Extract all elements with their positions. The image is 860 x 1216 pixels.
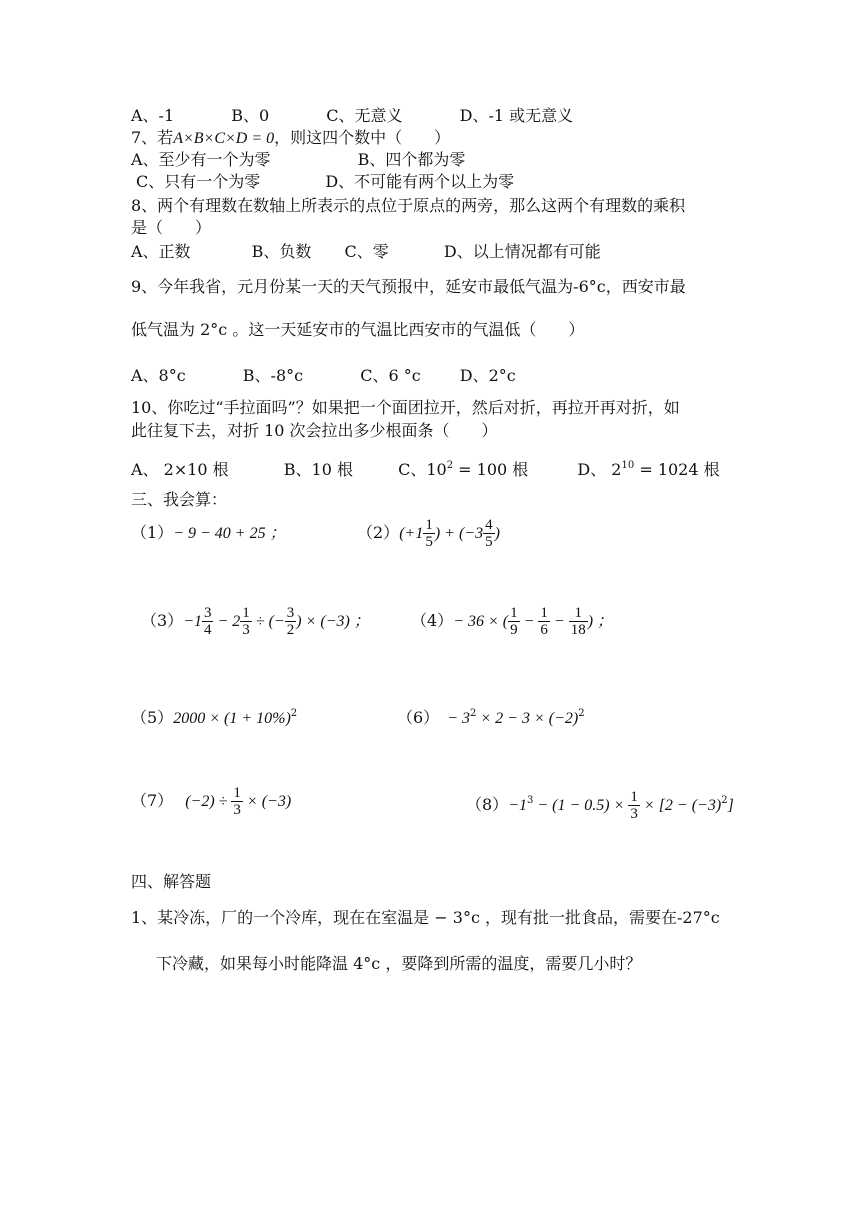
q8-option-d: D、以上情况都有可能 bbox=[443, 242, 601, 261]
q10-option-d: D、 $2^{10} = 1024$ 根 bbox=[577, 460, 720, 479]
q8-options bbox=[131, 242, 601, 262]
q7-stem: 7、若A×B×C×D = 0，则这四个数中（ ） bbox=[131, 128, 451, 147]
q9-option-b: B、-8°c bbox=[242, 366, 304, 385]
q7-option-b: B、四个都为零 bbox=[357, 150, 466, 169]
q6-options bbox=[131, 106, 573, 126]
fraction: $\frac{3}{2}$ bbox=[286, 605, 295, 638]
q7-expression: A×B×C×D = 0 bbox=[173, 130, 275, 147]
q10-option-b: B、10 根 bbox=[283, 460, 353, 479]
q10-stem-line2: 此往复下去，对折 10 次会拉出多少根面条（ ） bbox=[131, 421, 498, 440]
section3-title: 三、我会算： bbox=[131, 490, 228, 509]
problem-1: （1）− 9 − 40 + 25 ； bbox=[131, 523, 286, 542]
q9-options bbox=[131, 366, 516, 386]
q8-option-a: A、正数 bbox=[131, 242, 191, 261]
fraction: $\frac{1}{3}$ bbox=[233, 785, 241, 818]
fraction: $\frac{1}{3}$ bbox=[630, 789, 638, 822]
q9-option-d: D、2°c bbox=[459, 366, 516, 385]
problem-7: （7） (−2) ÷ $\frac{1}{3}$ × (−3) bbox=[131, 785, 292, 818]
q7-options-row2 bbox=[136, 172, 514, 192]
q9-option-c: C、6 °c bbox=[360, 366, 421, 385]
problem-4: （4）− 36 × ( $\frac{1}{9}$ − $\frac{1}{6}$ − $\frac{1}{18}$ ) ； bbox=[411, 605, 614, 638]
q7-options-row1 bbox=[131, 150, 465, 170]
section4-q1-line2: 下冷藏，如果每小时能降温 4°c ，要降到所需的温度，需要几小时？ bbox=[156, 954, 642, 973]
fraction: $\frac{3}{4}$ bbox=[203, 605, 212, 638]
fraction: $\frac{1}{18}$ bbox=[570, 605, 586, 638]
fraction: $\frac{1}{9}$ bbox=[510, 605, 518, 638]
q7-option-d: D、不可能有两个以上为零 bbox=[325, 172, 515, 191]
problem-5: $(5)2000 \times (1 + 10\%)^2$ bbox=[131, 708, 298, 727]
q8-option-b: B、负数 bbox=[251, 242, 312, 261]
q6-option-d: D、-1 或无意义 bbox=[459, 106, 574, 125]
section4-q1-line1: 1、某冷冻，厂的一个冷库，现在在室温是 − 3°c ，现有批一批食品，需要在-27°c bbox=[131, 908, 720, 927]
q10-options bbox=[131, 456, 720, 480]
q6-option-b: B、0 bbox=[231, 106, 270, 125]
problem-6: $(6) - 3^2 \times 2 - 3 \times (-2)^2$ bbox=[397, 708, 585, 727]
section4-title: 四、解答题 bbox=[131, 872, 212, 891]
q6-option-c: C、无意义 bbox=[326, 106, 403, 125]
q8-option-c: C、零 bbox=[344, 242, 389, 261]
q9-stem-line1: 9、今年我省，元月份某一天的天气预报中，延安市最低气温为-6°c，西安市最 bbox=[131, 277, 686, 296]
fraction: $\frac{4}{5}$ bbox=[485, 517, 493, 550]
q8-stem-line1: 8、两个有理数在数轴上所表示的点位于原点的两旁，那么这两个有理数的乘积 bbox=[131, 196, 686, 215]
q8-stem-line2: 是（ ） bbox=[131, 218, 212, 237]
fraction: $\frac{1}{5}$ bbox=[425, 517, 433, 550]
q9-option-a: A、8°c bbox=[131, 366, 186, 385]
q9-stem-line2: 低气温为 2°c 。这一天延安市的气温比西安市的气温低（ ） bbox=[131, 320, 585, 339]
problem-3: （3）−1 $\frac{3}{4}$ − 2 $\frac{1}{3}$ ÷ (− $\frac{3}{2}$ ) × (−3) ； bbox=[141, 605, 370, 638]
q7-option-c: C、只有一个为零 bbox=[136, 172, 261, 191]
q10-option-c: C、$10^2 = 100$ 根 bbox=[398, 460, 529, 479]
q6-option-a: A、-1 bbox=[131, 106, 175, 125]
fraction: $\frac{1}{6}$ bbox=[540, 605, 548, 638]
q7-option-a: A、至少有一个为零 bbox=[131, 150, 271, 169]
q10-stem-line1: 10、你吃过“手拉面吗”？如果把一个面团拉开，然后对折，再拉开再对折，如 bbox=[131, 398, 680, 417]
problem-2: （2）(+1 $\frac{1}{5}$ ) + (−3 $\frac{4}{5}$ ) bbox=[357, 517, 500, 550]
fraction: $\frac{1}{3}$ bbox=[242, 605, 250, 638]
q10-option-a: A、 2×10 根 bbox=[131, 460, 229, 479]
problem-8: $(8)-1^3 - (1 - 0.5)$ × $\frac{1}{3}$ × $[2 - (-3)^2]$ bbox=[466, 789, 734, 822]
